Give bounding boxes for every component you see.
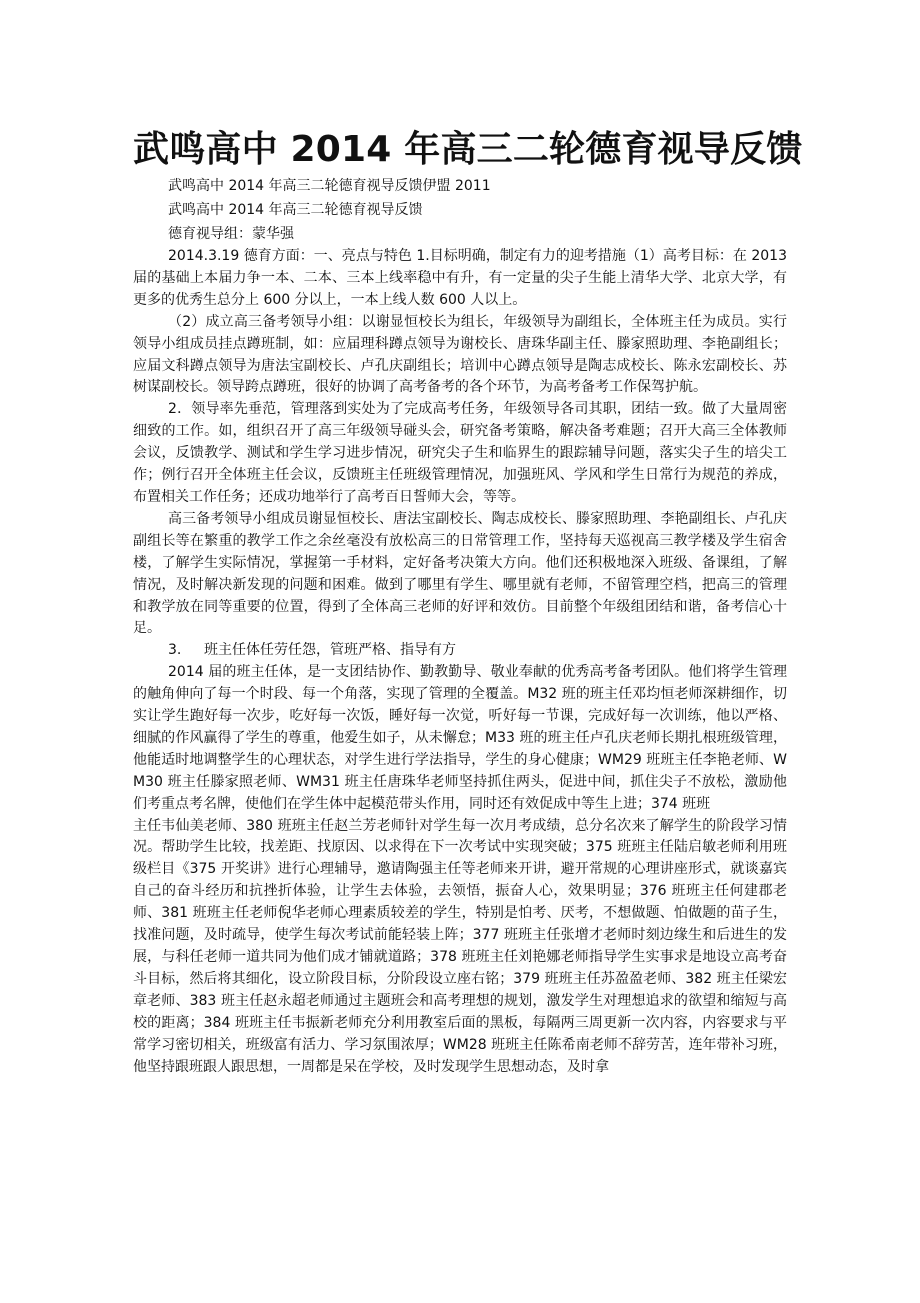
- list-item-3: [133, 640, 787, 662]
- paragraph: （2）成立高三备考领导小组：以谢显恒校长为组长，年级领导为副组长，全体班主任为成员。实行领导小组成员挂点蹲班制，如：应届理科蹲点领导为谢校长、唐珠华副主任、滕家照助理、李艳副组长；应届文科蹲点领导为唐法宝副校长、卢孔庆副组长；培训中心蹲点领导是陶志成校长、陈永宏副校长、苏树谋副校长。领导跨点蹲班，很好的协调了高考备考的各个环节，为高考备考工作保驾护航。: [133, 313, 787, 396]
- paragraph: 2014.3.19 德育方面：一、亮点与特色 1.目标明确，制定有力的迎考措施（1）高考目标：在 2013 届的基础上本届力争一本、二本、三本上线率稳中有升，有一定量的尖子生能上清华大学、北京大学，有更多的优秀生总分上 600 分以上，一本上线人数 600 人以上。: [133, 248, 787, 308]
- list-item-number: 3.: [168, 642, 182, 659]
- meta-line-3: 德育视导组：蒙华强: [168, 226, 294, 242]
- list-item-text: 班主任体任劳任怨，管班严格、指导有方: [204, 642, 456, 659]
- document-body: [133, 246, 787, 1303]
- paragraph: 高三备考领导小组成员谢显恒校长、唐法宝副校长、陶志成校长、滕家照助理、李艳副组长、卢孔庆副组长等在繁重的教学工作之余丝毫没有放松高三的日常管理工作，坚持每天巡视高三教学楼及学生宿舍楼，了解学生实际情况，掌握第一手材料，定好备考决策大方向。他们还积极地深入班级、备课组，了解情况，及时解决新发现的问题和困难。做到了哪里有学生、哪里就有老师，不留管理空档，把高三的管理和教学放在同等重要的位置，得到了全体高三老师的好评和效仿。目前整个年级组团结和谐，备考信心十足。: [133, 510, 787, 637]
- paragraph: 主任韦仙美老师、380 班班主任赵兰芳老师针对学生每一次月考成绩，总分名次来了解学生的阶段学习情况。帮助学生比较，找差距、找原因、以求得在下一次考试中实现突破；375 班班主任陆启敏老师利用班级栏目《375 开奖讲》进行心理辅导，邀请陶强主任等老师来开讲，避开常规的心理讲座形式，就谈嘉宾自己的奋斗经历和抗挫折体验，让学生去体验，去领悟，振奋人心，效果明显；376 班班主任何建郡老师、381 班班主任老师倪华老师心理素质较差的学生，特别是怕考、厌考，不想做题、怕做题的苗子生，找准问题，及时疏导，使学生每次考试前能轻装上阵；377 班班主任张增才老师时刻边缘生和后进生的发展，与科任老师一道共同为他们成才铺就道路；378 班班主任刘艳娜老师指导学生实事求是地设立高考奋斗目标，然后将其细化，设立阶段目标，分阶段设立座右铭；379 班班主任苏盈盈老师、382 班主任梁宏章老师、383 班主任赵永超老师通过主题班会和高考理想的规划，激发学生对理想追求的欲望和缩短与高校的距离；384 班班主任韦振新老师充分利用教室后面的黑板，每隔两三周更新一次内容，内容要求与平常学习密切相关，班级富有活力、学习氛围浓厚；WM28 班班主任陈希南老师不辞劳苦，连年带补习班，他坚持跟班跟人跟思想，一周都是呆在学校，及时发现学生思想动态，及时拿: [133, 817, 787, 1075]
- paragraph: 2014 届的班主任体，是一支团结协作、勤教勤导、敬业奉献的优秀高考备考团队。他们将学生管理的触角伸向了每一个时段、每一个角落，实现了管理的全覆盖。M32 班的班主任邓均恒老师深耕细作，切实让学生跑好每一次步，吃好每一次饭，睡好每一次觉，听好每一节课，完成好每一次训练，他以严格、细腻的作风赢得了学生的尊重，他爱生如子，从未懈怠；M33 班的班主任卢孔庆老师长期扎根班级管理，他能适时地调整学生的心理状态，对学生进行学法指导，学生的身心健康；WM29 班班主任李艳老师、WM30 班主任滕家照老师、WM31 班主任唐珠华老师坚持抓住两头，促进中间，抓住尖子不放松，激励他们考重点考名牌，使他们在学生体中起模范带头作用，同时还有效促成中等生上进；374 班班: [133, 664, 787, 812]
- paragraph: 2．领导率先垂范，管理落到实处为了完成高考任务，年级领导各司其职，团结一致。做了大量周密细致的工作。如，组织召开了高三年级领导碰头会，研究备考策略，解决备考难题；召开大高三全体教师会议，反馈教学、测试和学生学习进步情况，研究尖子生和临界生的跟踪辅导问题，落实尖子生的培尖工作；例行召开全体班主任会议，反馈班主任班级管理情况，加强班风、学风和学生日常行为规范的养成，布置相关工作任务；还成功地举行了高考百日誓师大会，等等。: [133, 401, 787, 505]
- document-title: 武鸣高中 2014 年高三二轮德育视导反馈: [133, 129, 803, 170]
- meta-line-1: 武鸣高中 2014 年高三二轮德育视导反馈伊盟 2011: [168, 178, 491, 194]
- meta-line-2: 武鸣高中 2014 年高三二轮德育视导反馈: [168, 202, 423, 218]
